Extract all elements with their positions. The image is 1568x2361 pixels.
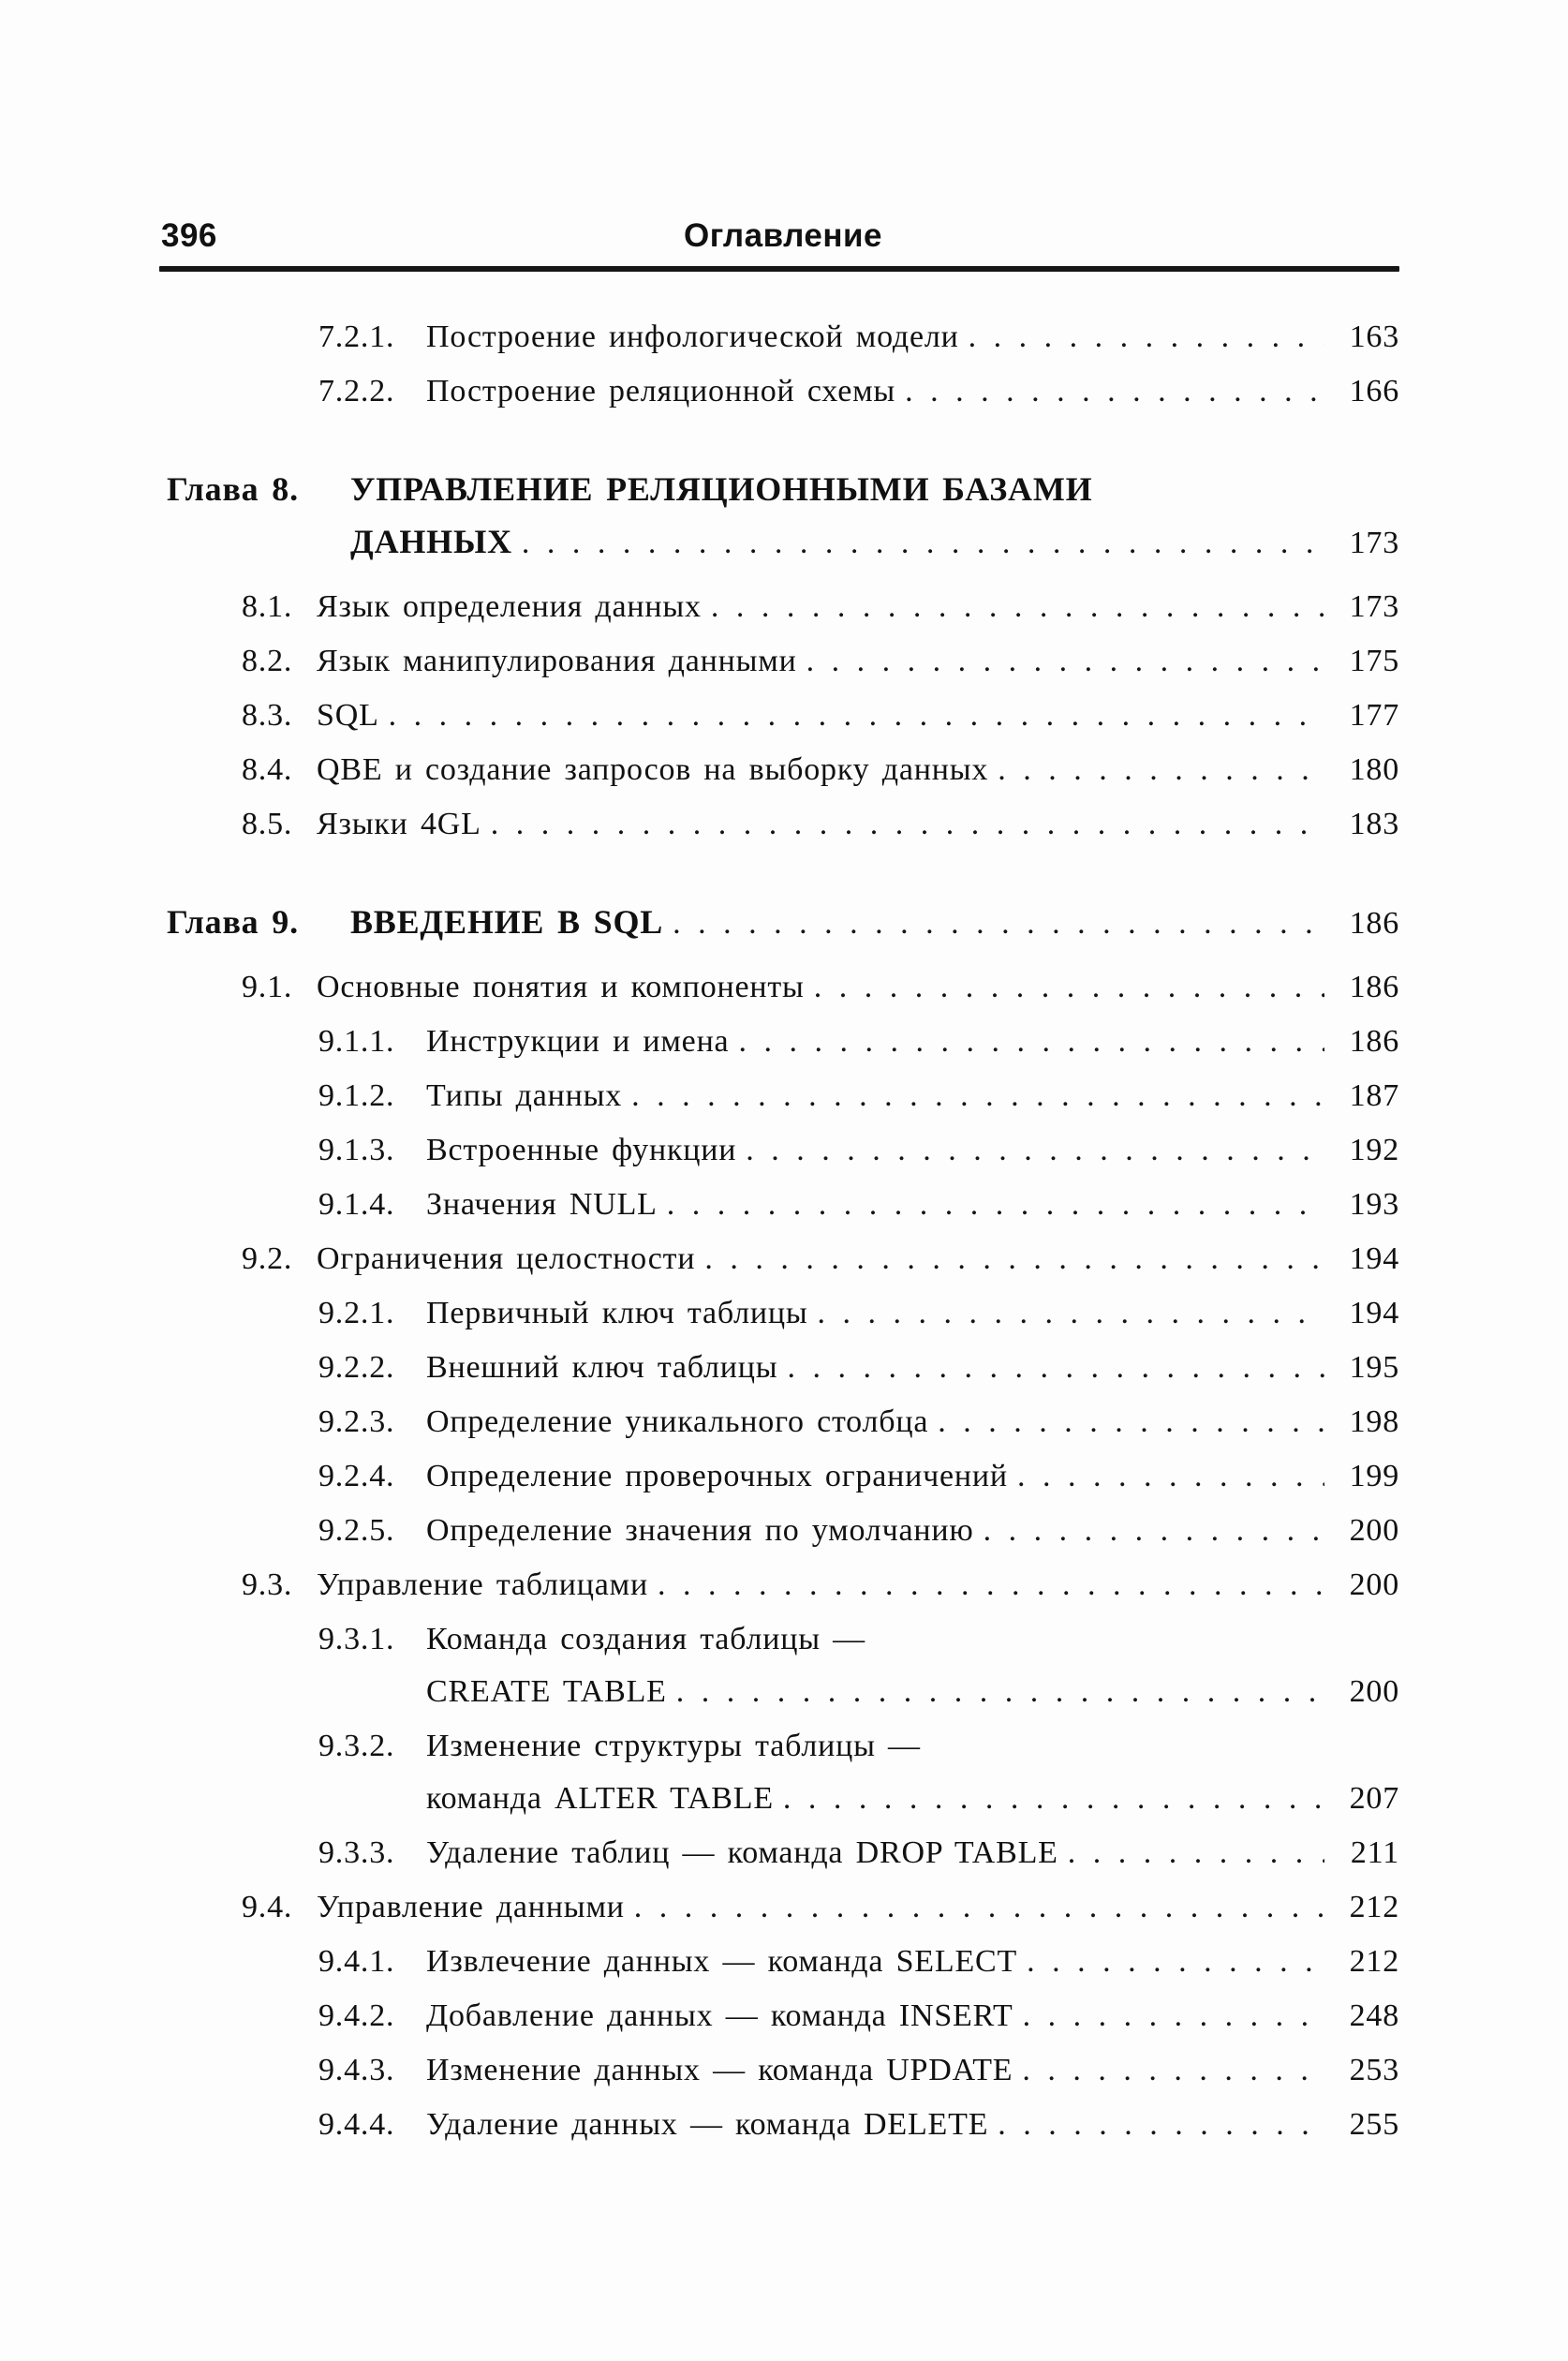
toc-entry-page: 194	[1349, 1241, 1399, 1276]
page-content	[161, 0, 1399, 2153]
toc-entry-line	[426, 2099, 1399, 2151]
toc-entry-page: 211	[1350, 1835, 1399, 1870]
toc-entry-line	[317, 961, 1399, 1014]
toc-entry-line	[426, 1990, 1399, 2042]
toc-entry-page: 175	[1349, 644, 1399, 678]
toc-entry-body	[426, 2044, 1399, 2097]
toc-entry-page: 173	[1349, 526, 1399, 560]
toc-entry-body	[317, 690, 1399, 742]
toc-entry-number: 9.3.3.	[318, 1835, 395, 1870]
dot-leader	[729, 1016, 1324, 1068]
toc-entry-title: Изменение данных — команда UPDATE	[426, 2053, 1013, 2087]
toc-entry	[167, 1342, 1399, 1394]
toc-entry-number: 9.2.1.	[318, 1296, 395, 1330]
toc-entry-number: 9.2.	[242, 1241, 293, 1276]
toc-entry	[167, 1936, 1399, 1988]
toc-entry	[167, 2044, 1399, 2097]
toc-entry-number: Глава 9.	[167, 903, 299, 941]
dot-leader	[777, 1342, 1324, 1394]
dot-leader	[663, 898, 1324, 950]
toc-entry-number: 8.2.	[242, 644, 293, 678]
toc-entry-body	[426, 1450, 1399, 1503]
toc-entry-line	[426, 1720, 1399, 1773]
toc-entry-line	[317, 1233, 1399, 1285]
toc-entry-number: 9.4.	[242, 1890, 293, 1924]
toc-entry-number: 8.5.	[242, 807, 293, 841]
toc-entry-number: 9.2.4.	[318, 1459, 395, 1493]
toc-entry-title: Основные понятия и компоненты	[317, 970, 805, 1004]
header-rule	[159, 266, 1399, 272]
toc-entry-line	[426, 1396, 1399, 1448]
toc-entry-number: 7.2.2.	[318, 374, 395, 408]
toc-entry-title: Встроенные функции	[426, 1133, 737, 1167]
toc-entry-body	[426, 1990, 1399, 2042]
toc-entry-body	[317, 744, 1399, 796]
toc-entry-number: 9.4.3.	[318, 2053, 395, 2087]
dot-leader	[648, 1559, 1324, 1611]
toc-entry-body	[426, 1613, 1399, 1718]
toc-list	[167, 311, 1399, 2151]
dot-leader	[895, 365, 1324, 418]
toc-entry-page: 198	[1349, 1404, 1399, 1439]
toc-entry-number: 9.3.1.	[318, 1622, 395, 1656]
toc-entry-body	[426, 365, 1399, 418]
toc-entry-title: Определение значения по умолчанию	[426, 1513, 974, 1548]
toc-entry-page: 200	[1349, 1513, 1399, 1548]
toc-entry-title: Удаление данных — команда DELETE	[426, 2107, 989, 2142]
toc-entry-page: 212	[1349, 1944, 1399, 1979]
toc-entry-number: 9.3.	[242, 1567, 293, 1602]
toc-entry-title: Построение инфологической модели	[426, 319, 959, 354]
toc-entry-number: Глава 8.	[167, 470, 299, 508]
toc-entry-title: ВВЕДЕНИЕ В SQL	[350, 903, 664, 941]
toc-entry-number: 9.2.3.	[318, 1404, 395, 1439]
toc-entry-page: 186	[1349, 970, 1399, 1004]
toc-entry	[167, 1505, 1399, 1557]
toc-entry-line	[317, 635, 1399, 688]
toc-entry-title: Определение уникального столбца	[426, 1404, 929, 1439]
toc-entry	[167, 1881, 1399, 1934]
toc-entry-line	[426, 1936, 1399, 1988]
toc-entry-page: 255	[1349, 2107, 1399, 2142]
toc-entry-line	[426, 1124, 1399, 1177]
toc-entry-number: 9.2.5.	[318, 1513, 395, 1548]
toc-entry-number: 9.3.2.	[318, 1729, 395, 1763]
toc-entry	[167, 1070, 1399, 1122]
toc-entry-page: 186	[1349, 1024, 1399, 1059]
dot-leader	[658, 1179, 1324, 1231]
toc-entry	[167, 1179, 1399, 1231]
toc-entry-page: 207	[1349, 1781, 1399, 1816]
toc-entry-body	[426, 1179, 1399, 1231]
dot-leader	[988, 744, 1324, 796]
dot-leader	[797, 635, 1324, 688]
toc-entry-title: Управление таблицами	[317, 1567, 648, 1602]
dot-leader	[512, 517, 1324, 570]
toc-entry-title: Типы данных	[426, 1078, 623, 1113]
toc-entry-body	[350, 463, 1399, 570]
toc-entry-title: Построение реляционной схемы	[426, 374, 896, 408]
toc-entry-title: Значения NULL	[426, 1187, 658, 1222]
toc-entry-number: 7.2.1.	[318, 319, 395, 354]
toc-entry-page: 199	[1349, 1459, 1399, 1493]
toc-entry-number: 9.4.4.	[318, 2107, 395, 2142]
toc-entry-title: SQL	[317, 698, 379, 733]
running-header	[161, 217, 1399, 259]
toc-entry-title: Определение проверочных ограничений	[426, 1459, 1008, 1493]
toc-entry-page: 173	[1349, 589, 1399, 624]
toc-entry-page: 163	[1349, 319, 1399, 354]
toc-entry-title: Добавление данных — команда INSERT	[426, 1998, 1013, 2033]
toc-entry-body	[317, 1233, 1399, 1285]
toc-entry-page: 166	[1349, 374, 1399, 408]
toc-entry-body	[317, 635, 1399, 688]
toc-entry-page: 194	[1349, 1296, 1399, 1330]
dot-leader	[774, 1773, 1324, 1825]
toc-entry-title: Первичный ключ таблицы	[426, 1296, 808, 1330]
toc-entry-body	[426, 1342, 1399, 1394]
toc-entry-line	[317, 690, 1399, 742]
toc-entry-page: 186	[1349, 906, 1399, 941]
toc-entry-body	[426, 1287, 1399, 1340]
toc-entry-title: Язык манипулирования данными	[317, 644, 797, 678]
toc-entry	[167, 1287, 1399, 1340]
toc-entry	[167, 635, 1399, 688]
toc-entry-line	[426, 2044, 1399, 2097]
dot-leader	[1008, 1450, 1324, 1503]
toc-entry-line	[426, 1287, 1399, 1340]
toc-entry	[167, 1233, 1399, 1285]
toc-entry	[167, 744, 1399, 796]
toc-entry	[167, 1450, 1399, 1503]
toc-entry-number: 8.4.	[242, 752, 293, 787]
toc-entry-number: 8.3.	[242, 698, 293, 733]
toc-entry-line	[426, 1070, 1399, 1122]
toc-entry-title: Команда создания таблицы —	[426, 1622, 865, 1656]
toc-entry-line	[426, 311, 1399, 364]
toc-entry-title: Ограничения целостности	[317, 1241, 696, 1276]
toc-entry	[167, 1613, 1399, 1718]
toc-entry-page: 187	[1349, 1078, 1399, 1113]
toc-entry-body	[426, 1016, 1399, 1068]
toc-entry-page: 193	[1349, 1187, 1399, 1222]
dot-leader	[988, 2099, 1324, 2151]
toc-entry-line	[350, 515, 1399, 570]
dot-leader	[974, 1505, 1324, 1557]
toc-entry-title: УПРАВЛЕНИЕ РЕЛЯЦИОННЫМИ БАЗАМИ	[350, 470, 1093, 508]
toc-entry-title: Инструкции и имена	[426, 1024, 730, 1059]
toc-entry-body	[426, 1827, 1399, 1879]
toc-entry-line	[426, 1666, 1399, 1718]
toc-entry	[167, 581, 1399, 633]
dot-leader	[1017, 1936, 1324, 1988]
toc-entry-number: 9.4.2.	[318, 1998, 395, 2033]
toc-entry	[167, 311, 1399, 364]
toc-entry	[167, 1990, 1399, 2042]
toc-entry-line	[350, 463, 1399, 515]
dot-leader	[1058, 1827, 1324, 1879]
toc-entry-line	[317, 581, 1399, 633]
toc-entry-title: Язык определения данных	[317, 589, 702, 624]
toc-entry	[167, 2099, 1399, 2151]
toc-entry-page: 192	[1349, 1133, 1399, 1167]
toc-entry-page: 195	[1349, 1350, 1399, 1385]
toc-entry-title: Удаление таблиц — команда DROP TABLE	[426, 1835, 1058, 1870]
toc-entry	[167, 896, 1399, 950]
toc-entry-body	[426, 311, 1399, 364]
dot-leader	[481, 798, 1324, 851]
dot-leader	[736, 1124, 1324, 1177]
toc-entry-line	[426, 1613, 1399, 1666]
toc-entry-body	[317, 961, 1399, 1014]
dot-leader	[702, 581, 1324, 633]
toc-entry-body	[426, 1936, 1399, 1988]
dot-leader	[667, 1666, 1324, 1718]
folio-page-number: 396	[161, 217, 217, 254]
toc-entry-body	[426, 2099, 1399, 2151]
toc-entry-body	[426, 1396, 1399, 1448]
toc-entry-title: ДАННЫХ	[350, 523, 512, 560]
page-title: Оглавление	[683, 217, 883, 254]
toc-entry-page: 180	[1349, 752, 1399, 787]
dot-leader	[959, 311, 1324, 364]
toc-entry-body	[317, 798, 1399, 851]
toc-entry-page: 183	[1349, 807, 1399, 841]
toc-entry-number: 9.2.2.	[318, 1350, 395, 1385]
toc-entry	[167, 1124, 1399, 1177]
toc-entry	[167, 690, 1399, 742]
toc-entry-number: 9.1.2.	[318, 1078, 395, 1113]
dot-leader	[622, 1070, 1324, 1122]
toc-entry-line	[426, 1016, 1399, 1068]
toc-entry-body	[317, 1559, 1399, 1611]
toc-entry-body	[317, 581, 1399, 633]
toc-entry-number: 8.1.	[242, 589, 293, 624]
toc-entry-body	[426, 1505, 1399, 1557]
toc-entry-line	[426, 1773, 1399, 1825]
toc-entry-title: CREATE TABLE	[426, 1674, 667, 1709]
dot-leader	[805, 961, 1324, 1014]
dot-leader	[625, 1881, 1324, 1934]
toc-entry	[167, 365, 1399, 418]
toc-entry-page: 212	[1349, 1890, 1399, 1924]
toc-entry-page: 253	[1349, 2053, 1399, 2087]
toc-entry-title: Изменение структуры таблицы —	[426, 1729, 921, 1763]
toc-entry	[167, 1827, 1399, 1879]
toc-entry	[167, 1559, 1399, 1611]
toc-entry-page: 200	[1349, 1674, 1399, 1709]
toc-entry	[167, 961, 1399, 1014]
dot-leader	[1013, 1990, 1324, 2042]
toc-entry-title: Внешний ключ таблицы	[426, 1350, 778, 1385]
dot-leader	[695, 1233, 1324, 1285]
dot-leader	[379, 690, 1324, 742]
toc-entry-body	[317, 1881, 1399, 1934]
dot-leader	[1013, 2044, 1324, 2097]
toc-entry-title: команда ALTER TABLE	[426, 1781, 774, 1816]
toc-entry-number: 9.1.4.	[318, 1187, 395, 1222]
toc-entry-line	[426, 1505, 1399, 1557]
toc-entry-body	[426, 1070, 1399, 1122]
toc-entry	[167, 1016, 1399, 1068]
dot-leader	[808, 1287, 1324, 1340]
toc-entry-number: 9.4.1.	[318, 1944, 395, 1979]
toc-entry-line	[317, 744, 1399, 796]
toc-entry	[167, 1720, 1399, 1825]
toc-entry	[167, 463, 1399, 570]
toc-entry-title: QBE и создание запросов на выборку данных	[317, 752, 989, 787]
toc-entry-line	[426, 1827, 1399, 1879]
toc-entry-number: 9.1.	[242, 970, 293, 1004]
toc-entry-page: 177	[1349, 698, 1399, 733]
toc-entry-line	[426, 1450, 1399, 1503]
toc-entry	[167, 1396, 1399, 1448]
toc-entry-line	[426, 365, 1399, 418]
toc-entry-page: 248	[1349, 1998, 1399, 2033]
toc-entry-title: Управление данными	[317, 1890, 625, 1924]
toc-entry-line	[426, 1179, 1399, 1231]
toc-entry-body	[426, 1124, 1399, 1177]
toc-entry-title: Извлечение данных — команда SELECT	[426, 1944, 1018, 1979]
toc-entry-line	[426, 1342, 1399, 1394]
toc-entry-page: 200	[1349, 1567, 1399, 1602]
toc-entry	[167, 798, 1399, 851]
toc-entry-body	[350, 896, 1399, 950]
toc-entry-body	[426, 1720, 1399, 1825]
toc-entry-title: Языки 4GL	[317, 807, 481, 841]
toc-entry-number: 9.1.1.	[318, 1024, 395, 1059]
toc-entry-line	[317, 798, 1399, 851]
toc-entry-line	[317, 1559, 1399, 1611]
toc-entry-line	[350, 896, 1399, 950]
toc-entry-number: 9.1.3.	[318, 1133, 395, 1167]
toc-entry-line	[317, 1881, 1399, 1934]
dot-leader	[928, 1396, 1324, 1448]
